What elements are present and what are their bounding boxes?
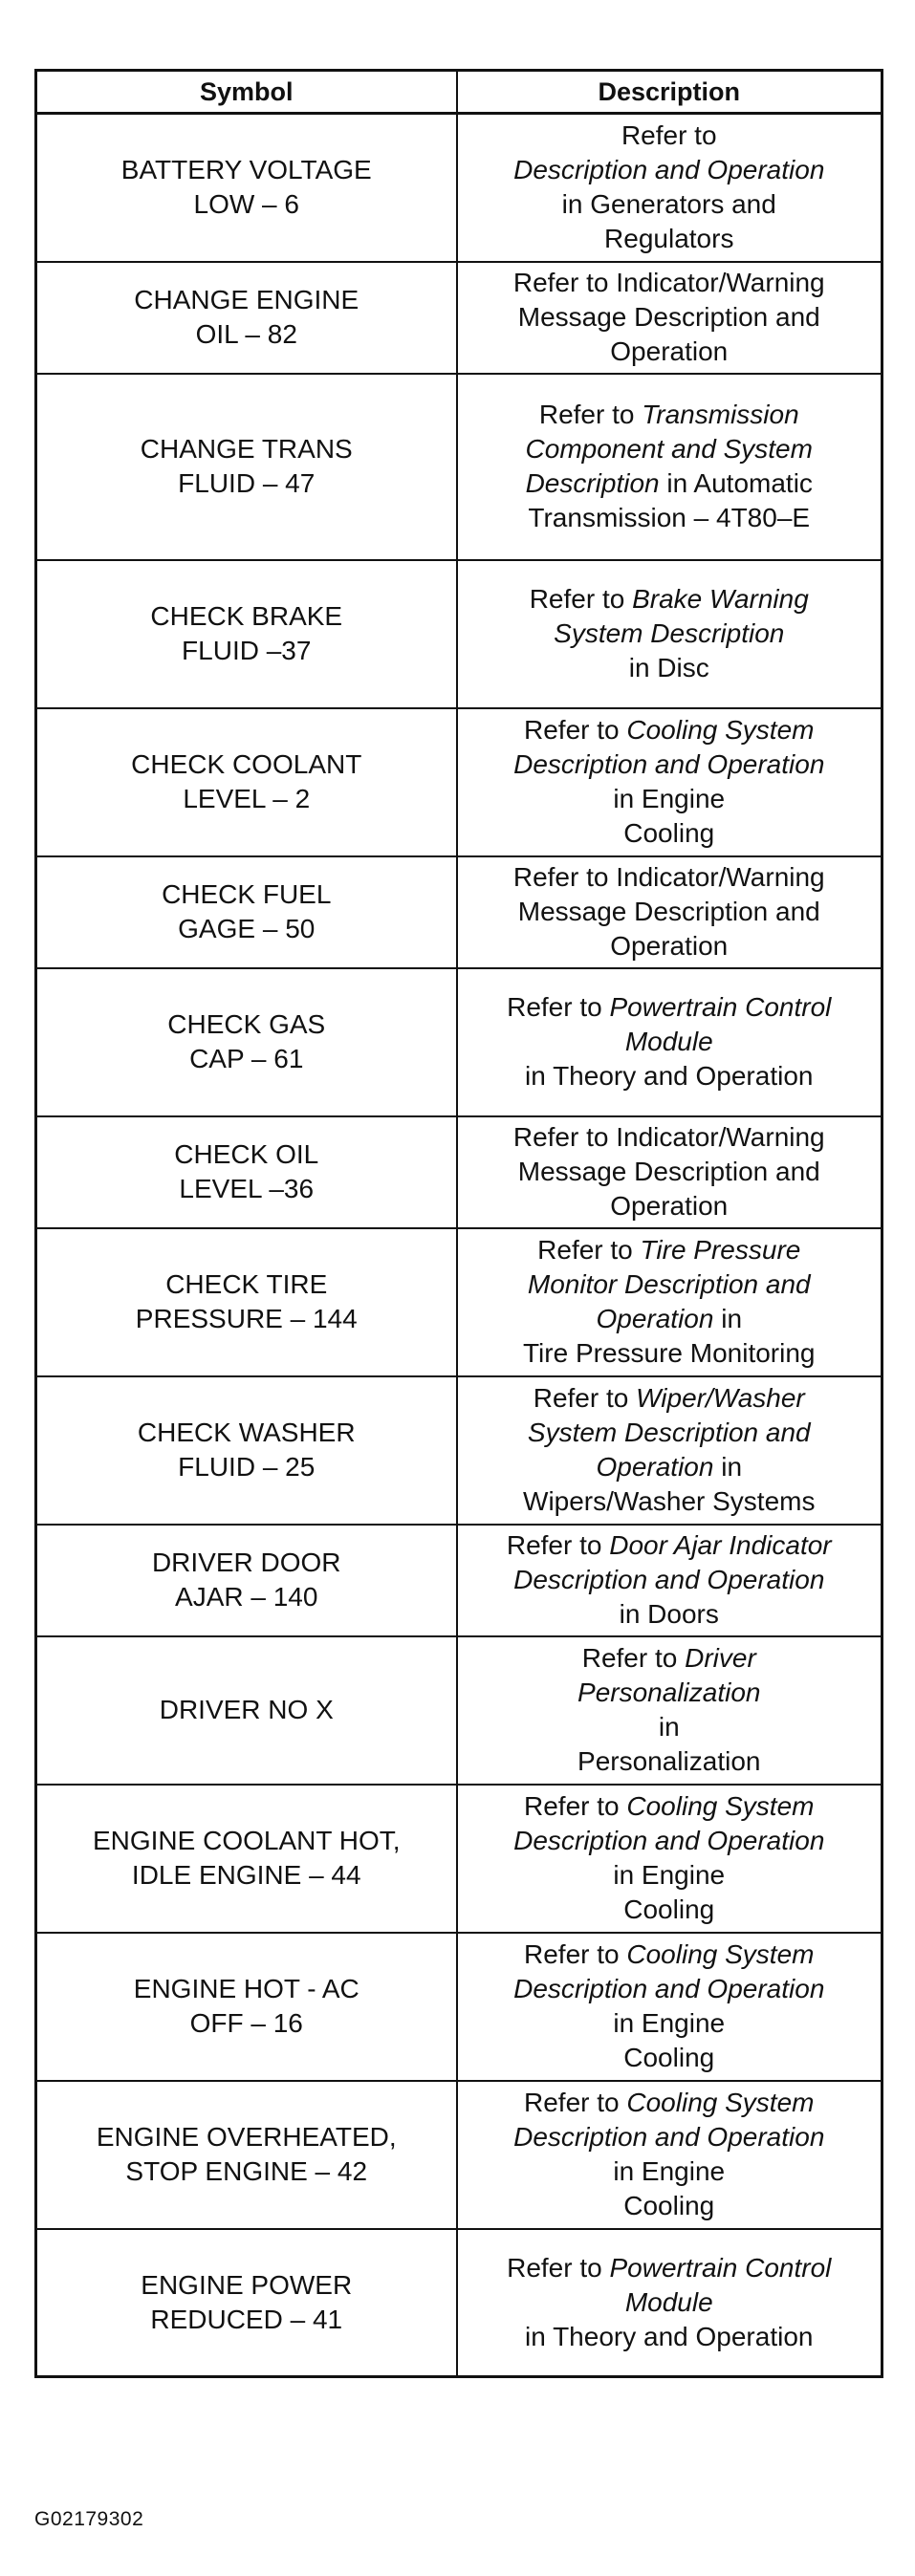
description-line <box>466 1641 874 1676</box>
description-line <box>466 153 874 187</box>
description-reference-text: Monitor Description and <box>527 1269 811 1299</box>
description-line <box>466 1744 874 1779</box>
description-text: Refer to <box>537 1235 641 1265</box>
description-reference-text: Powertrain Control <box>609 992 832 1022</box>
table-row <box>36 1636 882 1785</box>
description-text: Refer to <box>529 584 633 614</box>
description-text: in <box>713 1304 743 1333</box>
description-line <box>466 782 874 816</box>
symbol-description-table <box>34 69 883 2378</box>
description-line <box>466 1381 874 1416</box>
description-text: in Engine <box>613 2008 726 2038</box>
description-line <box>466 398 874 432</box>
description-line <box>466 929 874 963</box>
description-line <box>466 2120 874 2154</box>
symbol-cell: ENGINE HOT - AC OFF – 16 <box>36 1933 457 2081</box>
description-cell <box>457 1785 882 1933</box>
table-header-row <box>36 71 882 114</box>
description-cell <box>457 2081 882 2229</box>
description-cell <box>457 1933 882 2081</box>
description-reference-text: Module <box>624 2286 713 2317</box>
description-reference-text: Brake Warning <box>632 584 809 614</box>
table-row <box>36 856 882 968</box>
description-line <box>466 1302 874 1336</box>
description-reference-text: Component and System <box>525 434 813 464</box>
description-line <box>466 990 874 1025</box>
description-reference-text: Description <box>525 468 660 498</box>
description-text: Refer to <box>524 1939 627 1969</box>
description-text: Refer to <box>533 1383 637 1413</box>
description-text: Refer to <box>621 120 717 151</box>
description-reference-text: Description and Operation <box>513 749 825 779</box>
description-line <box>466 1059 874 1093</box>
description-line <box>466 187 874 222</box>
description-cell <box>457 1228 882 1376</box>
description-reference-text: Powertrain Control <box>609 2252 832 2283</box>
table-row <box>36 1116 882 1228</box>
description-line <box>466 1233 874 1267</box>
description-text: Refer to <box>524 1791 627 1821</box>
description-reference-text: Operation <box>596 1304 714 1333</box>
description-line <box>466 816 874 851</box>
symbol-cell: DRIVER NO X <box>36 1636 457 1785</box>
description-text: Refer to <box>507 992 610 1022</box>
description-reference-text: Cooling System <box>626 715 815 745</box>
description-line <box>466 1416 874 1450</box>
description-reference-text: Cooling System <box>626 1939 815 1969</box>
description-line <box>466 1189 874 1223</box>
table-row <box>36 114 882 262</box>
description-line <box>466 860 874 895</box>
description-line <box>466 119 874 153</box>
description-text: Refer to <box>538 400 643 429</box>
description-cell <box>457 1636 882 1785</box>
description-cell <box>457 708 882 856</box>
description-reference-text: Personalization <box>577 1678 761 1707</box>
description-line <box>466 1676 874 1710</box>
table-row <box>36 2081 882 2229</box>
table-row <box>36 374 882 560</box>
description-line <box>466 1450 874 1484</box>
symbol-cell: DRIVER DOOR AJAR – 140 <box>36 1525 457 1636</box>
description-cell <box>457 114 882 262</box>
description-line <box>466 222 874 256</box>
description-text: Cooling <box>623 1894 715 1924</box>
description-text: Cooling <box>623 2191 715 2220</box>
description-reference-text: Transmission <box>642 400 799 429</box>
description-text: Refer to Indicator/Warning <box>512 1122 825 1152</box>
description-reference-text: Operation <box>596 1452 714 1482</box>
description-cell <box>457 1376 882 1525</box>
description-line <box>466 1937 874 1972</box>
description-line <box>466 1563 874 1597</box>
description-line <box>466 2251 874 2285</box>
symbol-cell: CHECK TIRE PRESSURE – 144 <box>36 1228 457 1376</box>
symbol-cell: BATTERY VOLTAGE LOW – 6 <box>36 114 457 262</box>
table-row <box>36 1376 882 1525</box>
description-text: Personalization <box>577 1746 761 1776</box>
description-text: Wipers/Washer Systems <box>523 1486 816 1516</box>
table-row <box>36 2229 882 2377</box>
description-text: in Theory and Operation <box>525 1061 814 1091</box>
description-line <box>466 747 874 782</box>
description-line <box>466 466 874 501</box>
description-line <box>466 1025 874 1059</box>
symbol-cell: ENGINE COOLANT HOT, IDLE ENGINE – 44 <box>36 1785 457 1933</box>
symbol-cell: CHANGE TRANS FLUID – 47 <box>36 374 457 560</box>
figure-id: G02179302 <box>34 2508 144 2530</box>
description-line <box>466 1972 874 2006</box>
description-line <box>466 1484 874 1519</box>
description-line <box>466 713 874 747</box>
description-line <box>466 1155 874 1189</box>
description-text: in Theory and Operation <box>525 2321 814 2351</box>
description-cell <box>457 2229 882 2377</box>
description-reference-text: Cooling System <box>626 2088 815 2117</box>
description-reference-text: System Description and <box>527 1418 811 1447</box>
description-line <box>466 432 874 466</box>
table-row <box>36 1785 882 1933</box>
description-text: in Automatic <box>659 468 813 498</box>
description-line <box>466 335 874 369</box>
description-text: in Doors <box>619 1599 719 1629</box>
description-text: Operation <box>610 1191 729 1221</box>
table-row <box>36 560 882 708</box>
description-reference-text: Wiper/Washer <box>636 1383 805 1413</box>
description-line <box>466 1893 874 1927</box>
symbol-cell: ENGINE OVERHEATED, STOP ENGINE – 42 <box>36 2081 457 2229</box>
description-line <box>466 1120 874 1155</box>
description-cell <box>457 968 882 1116</box>
description-cell <box>457 856 882 968</box>
description-line <box>466 300 874 335</box>
description-text: Refer to Indicator/Warning <box>512 268 825 297</box>
description-reference-text: Module <box>624 1027 713 1056</box>
description-reference-text: Door Ajar Indicator <box>609 1530 832 1560</box>
description-text: in Disc <box>628 653 709 682</box>
symbol-cell: CHANGE ENGINE OIL – 82 <box>36 262 457 374</box>
description-text: Refer to <box>506 1530 610 1560</box>
description-text: Operation <box>610 931 729 961</box>
symbol-description-table-container <box>34 69 881 2378</box>
description-line <box>466 2154 874 2189</box>
description-reference-text: Driver <box>685 1643 756 1673</box>
description-line <box>466 895 874 929</box>
description-text: in Engine <box>613 1860 726 1890</box>
description-text: Cooling <box>623 2043 715 2072</box>
description-reference-text: Description and Operation <box>513 1565 825 1594</box>
description-line <box>466 2189 874 2223</box>
description-reference-text: Description and Operation <box>513 2122 825 2152</box>
description-text: Cooling <box>623 818 715 848</box>
description-text: Message Description and <box>517 302 820 332</box>
description-cell <box>457 262 882 374</box>
description-text: Refer to <box>581 1643 686 1673</box>
description-reference-text: Description and Operation <box>513 1826 825 1855</box>
description-line <box>466 2320 874 2354</box>
description-text: Refer to <box>524 715 627 745</box>
description-text: Message Description and <box>517 897 820 926</box>
description-text: in Engine <box>613 2156 726 2186</box>
symbol-cell: ENGINE POWER REDUCED – 41 <box>36 2229 457 2377</box>
symbol-cell: CHECK COOLANT LEVEL – 2 <box>36 708 457 856</box>
description-cell <box>457 560 882 708</box>
description-text: in <box>658 1712 680 1742</box>
description-cell <box>457 374 882 560</box>
symbol-cell: CHECK BRAKE FLUID –37 <box>36 560 457 708</box>
description-text: in <box>713 1452 743 1482</box>
description-line <box>466 1824 874 1858</box>
description-line <box>466 2041 874 2075</box>
table-row <box>36 1933 882 2081</box>
description-line <box>466 1336 874 1371</box>
description-line <box>466 2006 874 2041</box>
header-symbol: Symbol <box>36 71 457 114</box>
description-text: Message Description and <box>517 1157 820 1186</box>
description-line <box>466 2285 874 2320</box>
table-row <box>36 968 882 1116</box>
description-line <box>466 617 874 651</box>
description-text: Refer to <box>524 2088 627 2117</box>
description-line <box>466 1267 874 1302</box>
description-cell <box>457 1525 882 1636</box>
description-reference-text: Tire Pressure <box>640 1235 801 1265</box>
description-cell <box>457 1116 882 1228</box>
description-line <box>466 1710 874 1744</box>
description-reference-text: Cooling System <box>626 1791 815 1821</box>
description-line <box>466 1597 874 1632</box>
description-text: in Generators and <box>561 189 776 220</box>
description-text: Operation <box>610 336 729 366</box>
header-description: Description <box>457 71 882 114</box>
description-line <box>466 1789 874 1824</box>
description-text: Refer to Indicator/Warning <box>512 862 825 892</box>
description-line <box>466 501 874 535</box>
description-reference-text: Description and Operation <box>513 1974 825 2003</box>
description-text: in Engine <box>613 784 726 813</box>
table-row <box>36 1228 882 1376</box>
symbol-cell: CHECK WASHER FLUID – 25 <box>36 1376 457 1525</box>
description-text: Tire Pressure Monitoring <box>522 1338 816 1368</box>
description-line <box>466 1858 874 1893</box>
symbol-cell: CHECK OIL LEVEL –36 <box>36 1116 457 1228</box>
table-row <box>36 708 882 856</box>
description-reference-text: System Description <box>554 618 785 648</box>
symbol-cell: CHECK FUEL GAGE – 50 <box>36 856 457 968</box>
description-text: Refer to <box>507 2252 610 2283</box>
description-line <box>466 1528 874 1563</box>
description-reference-text: Description and Operation <box>513 155 825 185</box>
description-line <box>466 651 874 685</box>
table-row <box>36 262 882 374</box>
description-text: Regulators <box>604 224 734 254</box>
description-line <box>466 582 874 617</box>
description-line <box>466 2086 874 2120</box>
table-body <box>36 114 882 2377</box>
table-row <box>36 1525 882 1636</box>
description-text: Transmission – 4T80–E <box>528 503 811 532</box>
symbol-cell: CHECK GAS CAP – 61 <box>36 968 457 1116</box>
description-line <box>466 266 874 300</box>
